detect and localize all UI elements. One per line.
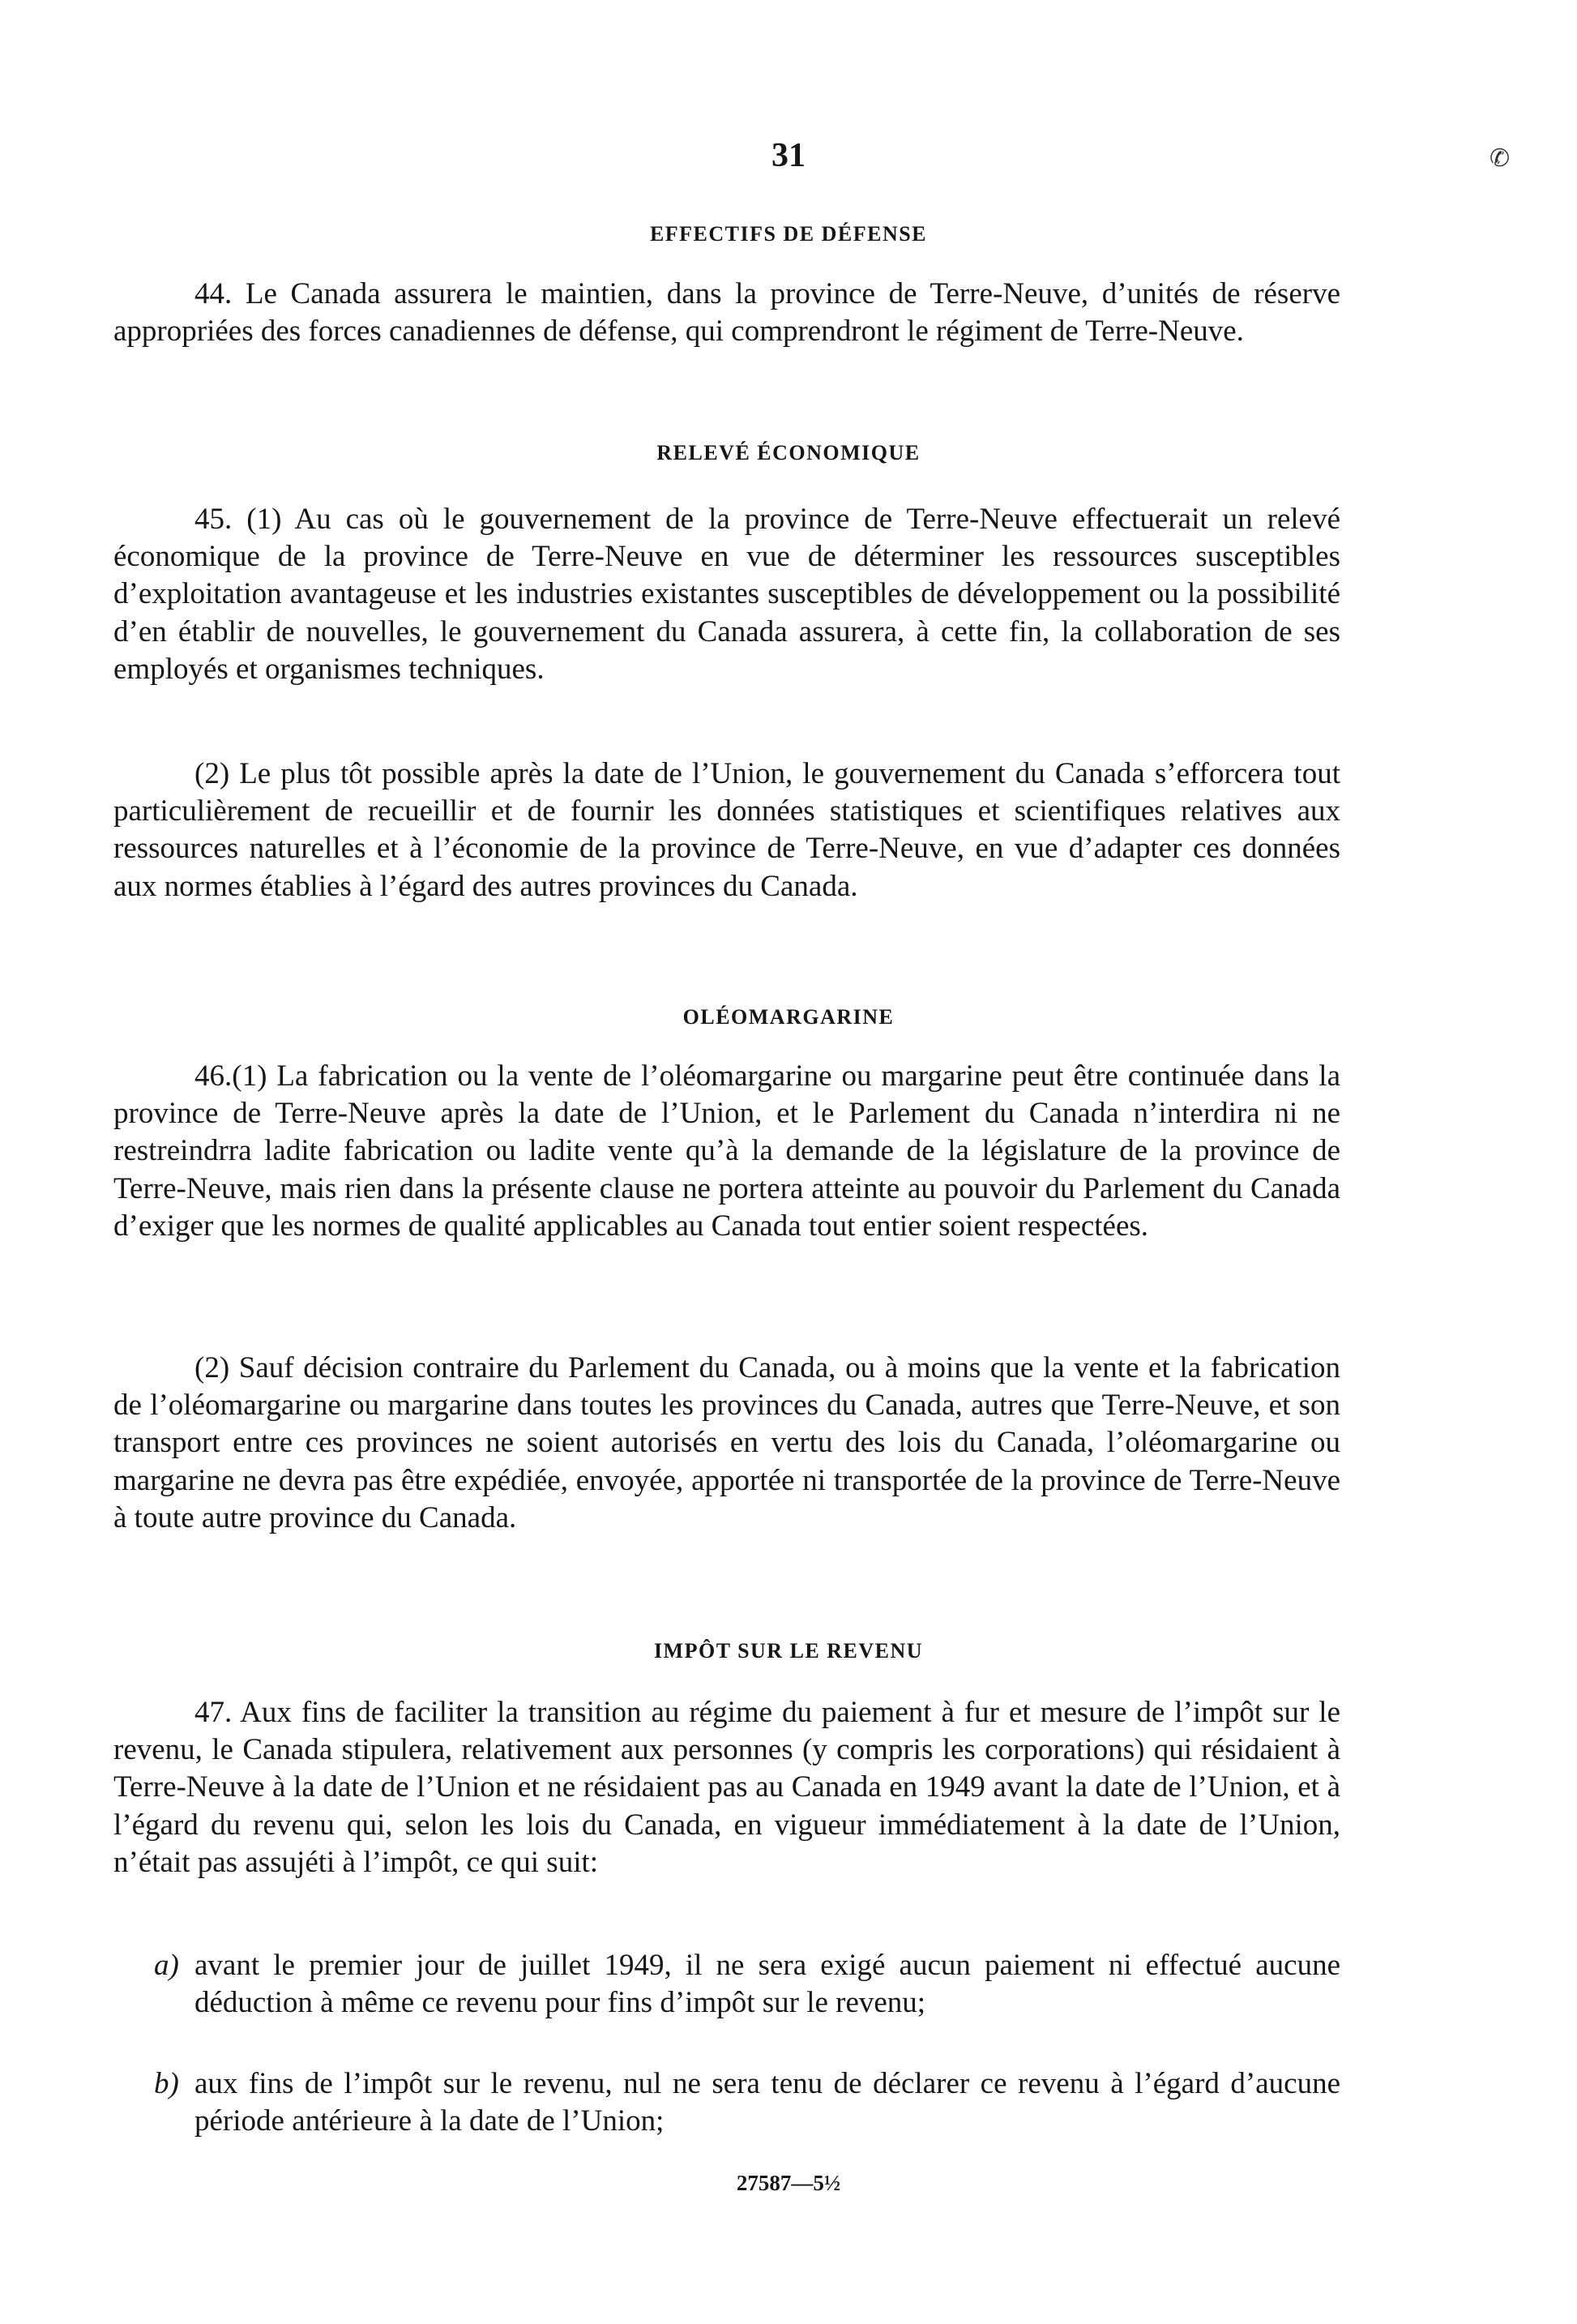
paragraph-46-1: 46.(1) La fabrication ou la vente de l’oléomargarine ou margarine peut être continuée dans la province de Terre-Neuve après la date de l’Union, et le Parlement du Canada n’interdira ni ne restreindrra ladite fabrication ou ladite vente qu’à la demande de la législature de la province de Terre-Neuve, mais rien dans la présente clause ne portera atteinte au pouvoir du Parlement du Canada d’exiger que les normes de qualité applicables au Canada tout entier soient respectées. [113,1059,1340,1243]
list-item-letter: a) [154,1949,179,1982]
list-item-letter: b) [154,2067,179,2100]
heading-margarine: OLÉOMARGARINE [682,1005,895,1029]
paragraph-46-2: (2) Sauf décision contraire du Parlement du Canada, ou à moins que la vente et la fabrication de l’oléomargarine ou margarine dans toutes les provinces du Canada, autres que Terre-Neuve, et son transport entre ces provinces ne soient autorisés en vertu des lois du Canada, l’oléomargarine ou margarine ne devra pas être expédiée, envoyée, apportée ni transportée de la province de Terre-Neuve à toute autre province du Canada. [113,1351,1340,1534]
footer-code: 27587—5½ [736,2171,841,2195]
heading-economic: RELEVÉ ÉCONOMIQUE [656,441,921,464]
list-item-text: aux fins de l’impôt sur le revenu, nul ne sera tenu de déclarer ce revenu à l’égard d’aucune période antérieure à la date de l’Union; [194,2067,1340,2138]
heading-defense: EFFECTIFS DE DÉFENSE [649,222,928,246]
paragraph-44: 44. Le Canada assurera le maintien, dans la province de Terre-Neuve, d’unités de réserve appropriées des forces canadiennes de défense, qui comprendront le régiment de Terre-Neuve. [113,277,1340,349]
paragraph-45-1: 45. (1) Au cas où le gouvernement de la province de Terre-Neuve effectuerait un relevé économique de la province de Terre-Neuve en vue de déterminer les ressources susceptibles d’exploitation avantageuse et les industries existantes susceptibles de développement ou la possibilité d’en établir de nouvelles, le gouvernement du Canada assurera, à cette fin, la collaboration de ses employés et organismes techniques. [113,503,1340,686]
page-number: 31 [771,137,806,174]
paragraph-47: 47. Aux fins de faciliter la transition au régime du paiement à fur et mesure de l’impôt sur le revenu, le Canada stipulera, relativement aux personnes (y compris les corporations) qui résidaient à Terre-Neuve à la date de l’Union et ne résidaient pas au Canada en 1949 avant la date de l’Union, et à l’égard du revenu qui, selon les lois du Canada, en vigueur immédiatement à la date de l’Union, n’était pas assujéti à l’impôt, ce qui suit: [113,1696,1340,1879]
list-item-text: avant le premier jour de juillet 1949, il ne sera exigé aucun paiement ni effectué aucune déduction à même ce revenu pour fins d’impôt sur le revenu; [194,1949,1340,2020]
corner-mark: ✆ [1489,145,1511,172]
paragraph-45-2: (2) Le plus tôt possible après la date de l’Union, le gouvernement du Canada s’efforcera tout particulièrement de recueillir et de fournir les données statistiques et scientifiques relatives aux ressources naturelles et à l’économie de la province de Terre-Neuve, en vue d’adapter ces données aux normes établies à l’égard des autres provinces du Canada. [113,757,1340,903]
list-item-b [154,2065,1340,2140]
heading-income-tax: IMPÔT SUR LE REVENU [653,1639,924,1663]
list-item-a [154,1947,1340,2022]
